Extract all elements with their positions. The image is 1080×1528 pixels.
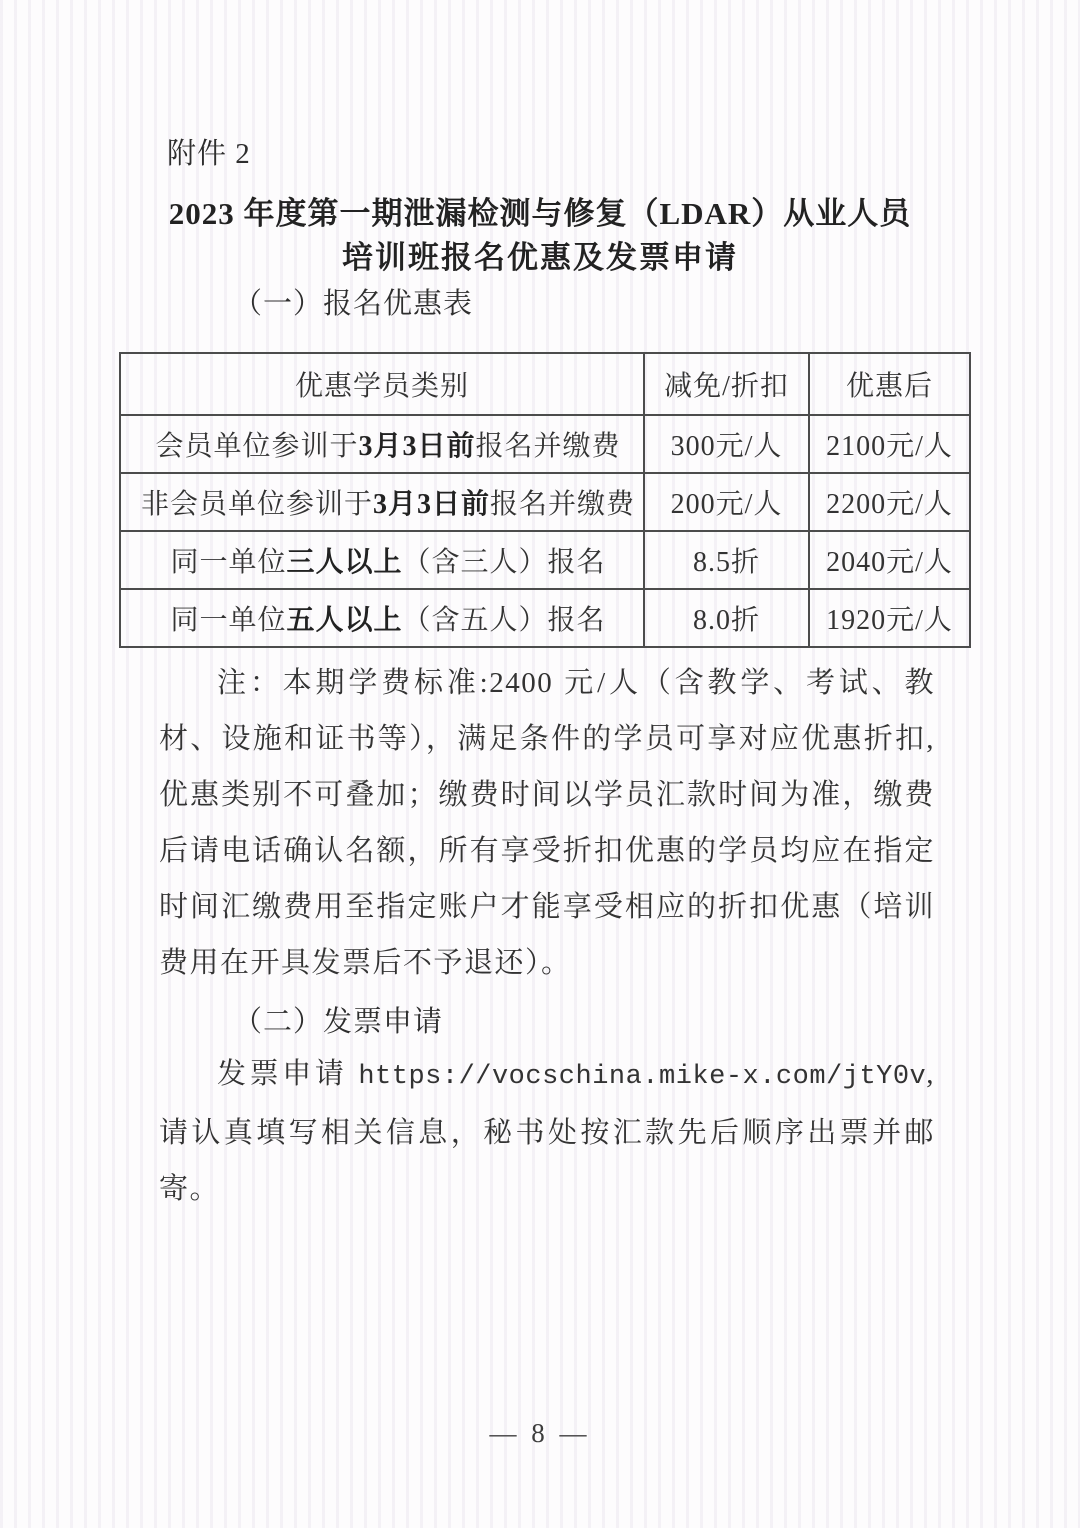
category-suffix-text: （含三人）报名 [402, 547, 606, 578]
table-row [120, 473, 970, 531]
category-text: 同一单位 [170, 547, 287, 578]
category-bold-text: 三人以上 [286, 547, 403, 578]
invoice-text-before-url: 发票申请 [217, 1058, 359, 1090]
table-row [120, 589, 970, 647]
category-text: 会员单位参训于 [155, 431, 359, 462]
invoice-paragraph [159, 1046, 935, 1217]
document-title-line2: 培训班报名优惠及发票申请 [342, 240, 738, 275]
table-row [120, 531, 970, 589]
table-row [120, 415, 970, 473]
category-suffix-text: （含五人）报名 [402, 605, 606, 636]
category-suffix-text: 报名并缴费 [490, 489, 636, 520]
attachment-label: 附件 2 [167, 138, 251, 170]
header-discount: 减免/折扣 [644, 353, 809, 415]
discount-table [119, 352, 971, 648]
category-cell [120, 531, 644, 589]
category-suffix-text: 报名并缴费 [475, 431, 621, 462]
discount-cell: 200元/人 [644, 473, 809, 531]
category-bold-text: 3月3日前 [372, 489, 490, 520]
page-number: — 8 — [489, 1418, 591, 1448]
price-cell: 2100元/人 [809, 415, 970, 473]
discount-cell: 8.5折 [644, 531, 809, 589]
category-bold-text: 五人以上 [286, 605, 403, 636]
document-title-line1: 2023 年度第一期泄漏检测与修复（LDAR）从业人员 [168, 196, 912, 231]
category-text: 非会员单位参训于 [140, 489, 373, 520]
category-cell [120, 473, 644, 531]
category-cell [120, 589, 644, 647]
category-text: 同一单位 [170, 605, 287, 636]
category-cell [120, 415, 644, 473]
invoice-text-after-url: , 请认真填写相关信息，秘书处按汇款先后顺序出票并邮寄。 [159, 1058, 935, 1205]
table-header-row [120, 353, 970, 415]
section-heading-discount: （一）报名优惠表 [233, 288, 474, 320]
price-cell: 1920元/人 [809, 589, 970, 647]
price-cell: 2200元/人 [809, 473, 970, 531]
header-final-price: 优惠后 [809, 353, 970, 415]
header-category: 优惠学员类别 [120, 353, 644, 415]
price-cell: 2040元/人 [809, 531, 970, 589]
invoice-url: https://vocschina.mike-x.com/jtY0v [358, 1062, 927, 1092]
discount-cell: 8.0折 [644, 589, 809, 647]
category-bold-text: 3月3日前 [358, 431, 476, 462]
fee-note-paragraph: 注：本期学费标准:2400 元/人（含教学、考试、教材、设施和证书等），满足条件的学员可享对应优惠折扣,优惠类别不可叠加；缴费时间以学员汇款时间为准，缴费后请电话确认名额，所有享受折扣优惠的学员均应在指定时间汇缴费用至指定账户才能享受相应的折扣优惠（培训费用在开具发票后不予退还）。 [159, 667, 935, 979]
section-heading-invoice: （二）发票申请 [233, 1006, 444, 1038]
discount-cell: 300元/人 [644, 415, 809, 473]
